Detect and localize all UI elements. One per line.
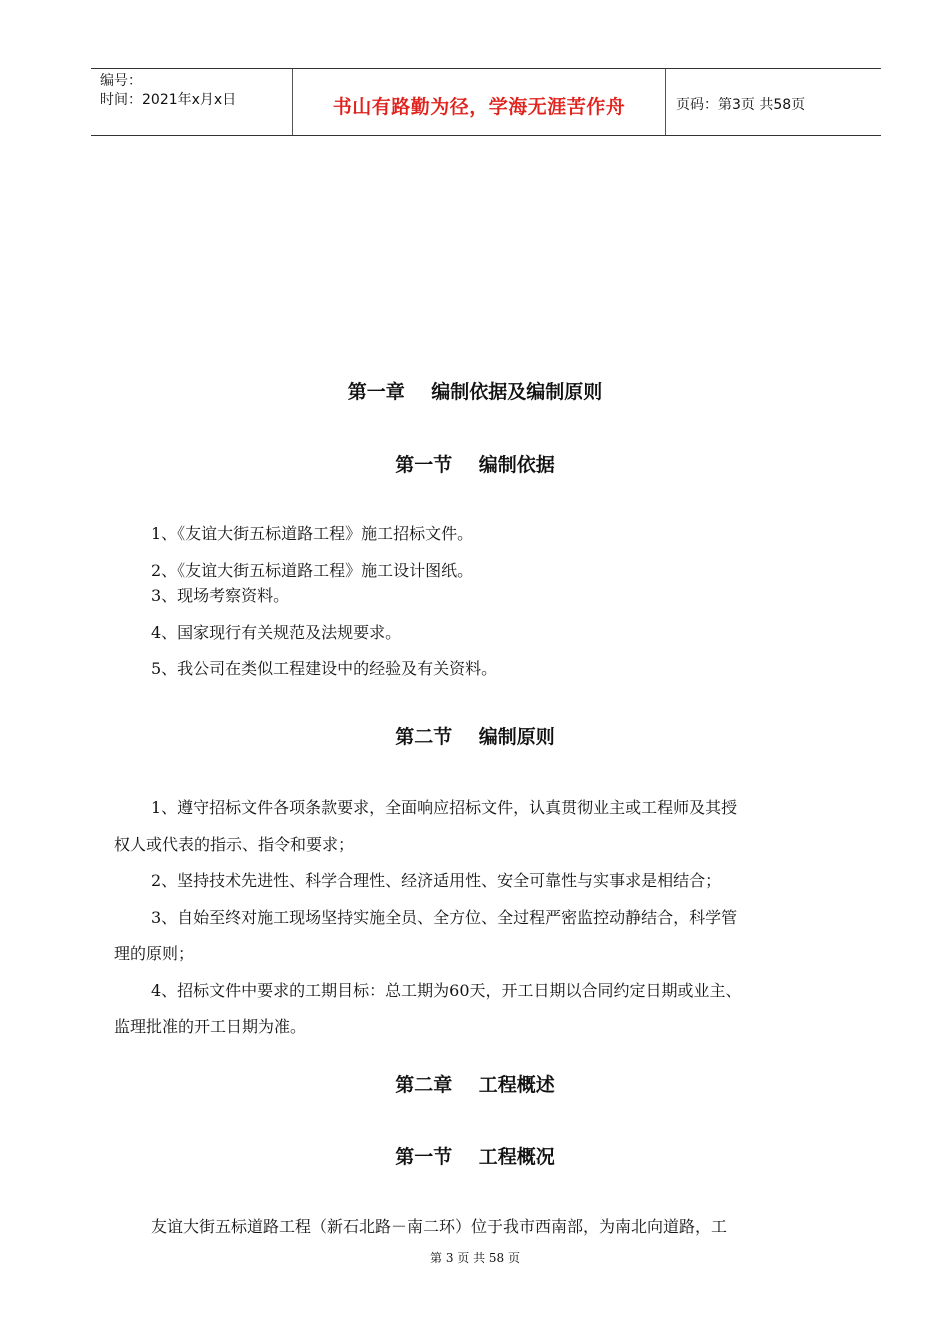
header-page-cell xyxy=(666,69,881,135)
header-meta xyxy=(91,69,293,135)
paragraph-line: 友谊大街五标道路工程（新石北路－南二环）位于我市西南部，为南北向道路，工 xyxy=(151,1217,728,1236)
paragraph-line: 权人或代表的指示、指令和要求； xyxy=(114,835,355,854)
section-3-title: 第一节 工程概况 xyxy=(395,1146,555,1168)
time-label: 时间：2021年x月x日 xyxy=(100,92,237,108)
list-item: 2、《友谊大街五标道路工程》施工设计图纸。 xyxy=(151,561,474,580)
page-header xyxy=(91,68,881,136)
chapter-2-title: 第二章 工程概述 xyxy=(395,1074,555,1096)
chapter-1-title: 第一章 编制依据及编制原则 xyxy=(347,381,603,403)
paragraph-line: 2、坚持技术先进性、科学合理性、经济适用性、安全可靠性与实事求是相结合； xyxy=(151,871,722,890)
list-item: 4、国家现行有关规范及法规要求。 xyxy=(151,623,402,642)
paragraph-line: 3、自始至终对施工现场坚持实施全员、全方位、全过程严密监控动静结合，科学管 xyxy=(151,908,738,927)
paragraph-line: 监理批准的开工日期为准。 xyxy=(114,1017,307,1036)
serial-label: 编号： xyxy=(100,73,142,89)
list-item: 5、我公司在类似工程建设中的经验及有关资料。 xyxy=(151,659,498,678)
page-info: 页码：第3页 共58页 xyxy=(676,97,806,113)
page-footer: 第 3 页 共 58 页 xyxy=(430,1251,520,1265)
paragraph-line: 理的原则； xyxy=(114,944,195,963)
list-item: 1、《友谊大街五标道路工程》施工招标文件。 xyxy=(151,524,474,543)
list-item: 3、现场考察资料。 xyxy=(151,586,290,605)
motto-text: 书山有路勤为径，学海无涯苦作舟 xyxy=(332,96,626,118)
paragraph-line: 1、遵守招标文件各项条款要求，全面响应招标文件，认真贯彻业主或工程师及其授 xyxy=(151,798,738,817)
section-1-title: 第一节 编制依据 xyxy=(395,454,555,476)
header-motto-cell xyxy=(293,69,666,135)
section-2-title: 第二节 编制原则 xyxy=(395,726,555,748)
paragraph-line: 4、招标文件中要求的工期目标：总工期为60天，开工日期以合同约定日期或业主、 xyxy=(151,981,742,1000)
